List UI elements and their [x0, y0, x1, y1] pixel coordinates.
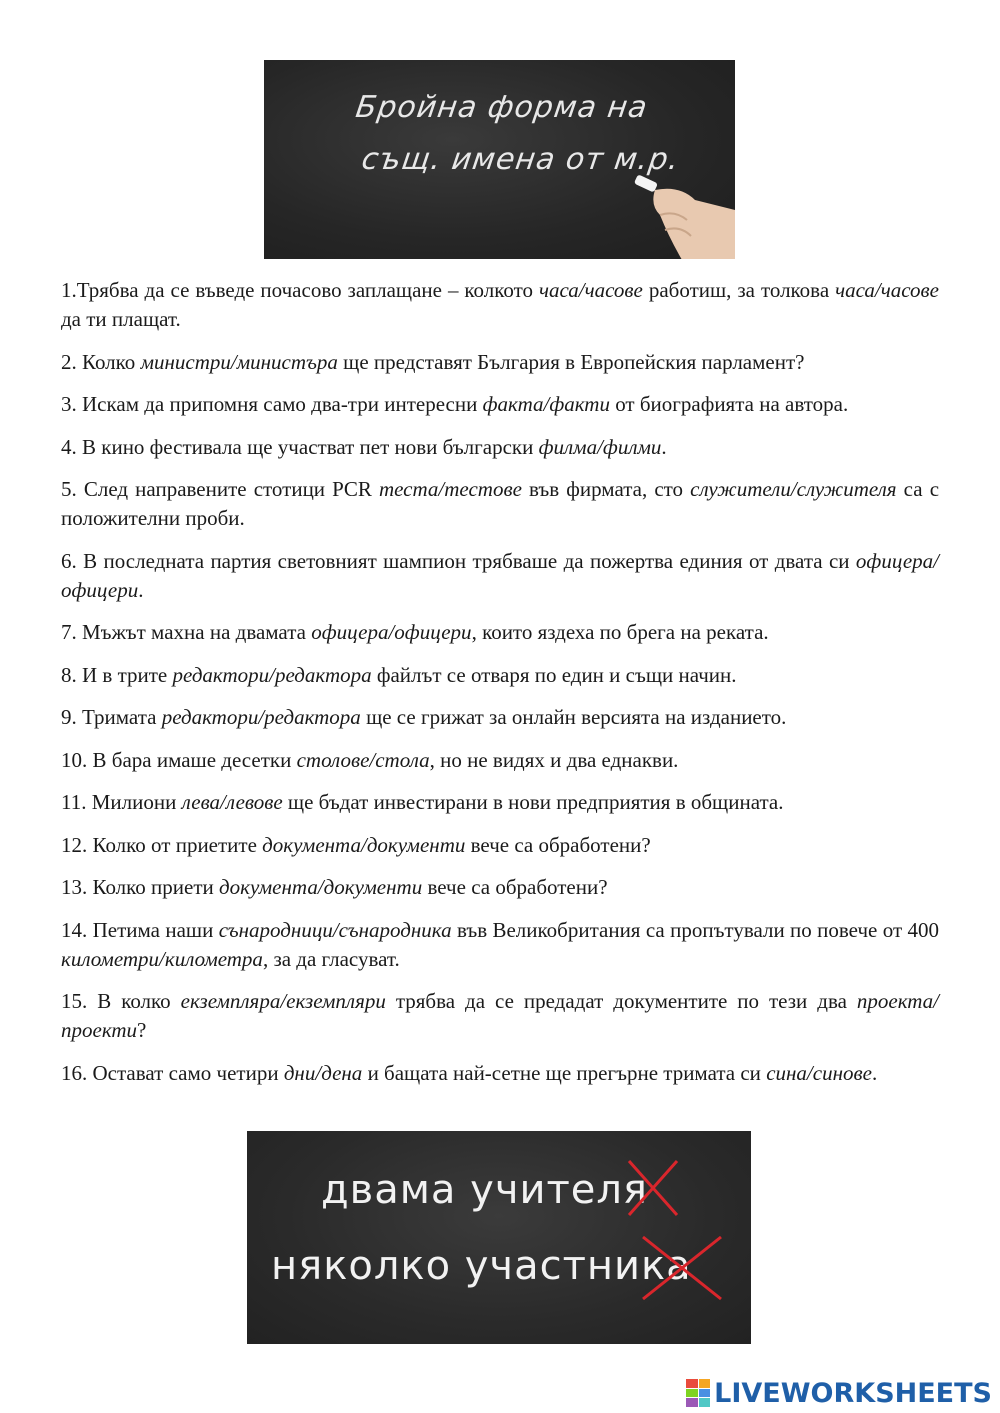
- exercise-text: вече са обработени?: [465, 832, 651, 857]
- red-cross-mark-1: [625, 1157, 681, 1219]
- exercise-text: работиш, за толкова: [642, 278, 836, 302]
- exercise-item: [61, 276, 939, 334]
- answer-option[interactable]: филма/филми: [538, 434, 662, 459]
- exercise-text: 3. Искам да припомня само два-три интересни: [61, 392, 483, 416]
- exercise-item: [61, 1059, 939, 1088]
- answer-option[interactable]: часа/часове: [538, 278, 643, 302]
- exercise-item: [61, 348, 939, 377]
- exercise-item: [61, 831, 939, 860]
- answer-option[interactable]: сънародници/сънародника: [218, 917, 452, 942]
- exercise-text: да ти плащат.: [61, 307, 181, 331]
- exercise-text: 5. След направените стотици PCR: [61, 477, 379, 501]
- exercise-item: [61, 475, 939, 533]
- exercise-text: , но не видях и два еднакви.: [429, 747, 679, 772]
- hand-with-chalk-icon: [625, 170, 735, 259]
- answer-option[interactable]: офицера/офицери: [311, 620, 472, 644]
- logo-square: [699, 1389, 711, 1398]
- exercise-text: 2. Колко: [61, 349, 141, 374]
- logo-square: [686, 1398, 698, 1407]
- exercise-text: и бащата най-сетне ще прегърне тримата си: [362, 1060, 767, 1085]
- exercise-text: 7. Мъжът махна на двамата: [61, 620, 312, 644]
- red-cross-mark-2: [637, 1231, 727, 1305]
- exercise-text: във фирмата, сто: [521, 477, 691, 501]
- answer-option[interactable]: документа/документи: [219, 875, 423, 899]
- exercise-list: [61, 276, 939, 1101]
- answer-option[interactable]: редактори/редактора: [172, 662, 372, 687]
- exercise-text: 11. Милиони: [61, 790, 182, 814]
- exercise-text: 1.Трябва да се въведе почасово заплащане – колкото: [61, 278, 539, 302]
- answer-option[interactable]: сина/синове: [766, 1060, 872, 1085]
- liveworksheets-logo-icon: [686, 1379, 710, 1407]
- exercise-text: трябва да се предадат документите по тези два: [385, 989, 857, 1013]
- exercise-text: ще бъдат инвестирани в нови предприятия в общината.: [282, 790, 784, 814]
- header-title-line2: същ. имена от м.р.: [359, 142, 682, 177]
- header-title-line1: Бройна форма на: [353, 90, 651, 125]
- answer-option[interactable]: редактори/редактора: [161, 705, 361, 729]
- header-chalkboard-image: [264, 60, 735, 259]
- answer-option[interactable]: факта/факти: [482, 392, 610, 416]
- exercise-item: [61, 916, 939, 974]
- answer-option[interactable]: теста/тестове: [378, 477, 522, 501]
- exercise-item: [61, 618, 939, 647]
- liveworksheets-brand-text: LIVEWORKSHEETS: [714, 1377, 992, 1409]
- exercise-item: [61, 390, 939, 419]
- exercise-item: [61, 703, 939, 732]
- exercise-text: .: [138, 577, 144, 602]
- exercise-text: във Великобритания са пропътували по повече от 400: [451, 917, 939, 942]
- footer-board-line2: няколко участника: [271, 1243, 692, 1289]
- answer-option[interactable]: столове/стола: [296, 747, 430, 772]
- exercise-text: ?: [137, 1018, 147, 1042]
- answer-option[interactable]: часа/часове: [835, 278, 939, 302]
- exercise-text: , за да гласуват.: [262, 946, 400, 971]
- logo-square: [699, 1379, 711, 1388]
- exercise-text: 15. В колко: [61, 989, 181, 1013]
- exercise-text: ще се грижат за онлайн версията на изданието.: [360, 705, 787, 729]
- exercise-item: [61, 788, 939, 817]
- exercise-text: 4. В кино фестивала ще участват пет нови български: [61, 434, 539, 459]
- answer-option[interactable]: лева/левове: [181, 790, 283, 814]
- exercise-item: [61, 433, 939, 462]
- exercise-text: 9. Тримата: [61, 705, 162, 729]
- exercise-text: ще представят България в Европейския парламент?: [337, 349, 805, 374]
- logo-square: [699, 1398, 711, 1407]
- exercise-text: .: [661, 434, 667, 459]
- exercise-text: 8. И в трите: [61, 662, 173, 687]
- answer-option[interactable]: документа/документи: [262, 832, 466, 857]
- answer-option[interactable]: дни/дена: [283, 1060, 363, 1085]
- logo-square: [686, 1379, 698, 1388]
- exercise-item: [61, 987, 939, 1045]
- answer-option[interactable]: километри/километра: [61, 946, 263, 971]
- footer-board-line1: двама учителя: [321, 1167, 648, 1213]
- answer-option[interactable]: офицера/офицери: [61, 548, 939, 602]
- exercise-text: от биографията на автора.: [609, 392, 849, 416]
- footer-chalkboard-image: [247, 1131, 751, 1344]
- exercise-text: , които яздеха по брега на реката.: [471, 620, 769, 644]
- exercise-text: вече са обработени?: [422, 875, 608, 899]
- liveworksheets-logo[interactable]: [686, 1376, 992, 1410]
- exercise-text: файлът се отваря по един и същи начин.: [371, 662, 737, 687]
- exercise-item: [61, 547, 939, 605]
- answer-option[interactable]: служители/служителя: [690, 477, 897, 501]
- exercise-text: 14. Петима наши: [61, 917, 219, 942]
- exercise-text: 13. Колко приети: [61, 875, 220, 899]
- exercise-text: 6. В последната партия световният шампион трябваше да пожертва единия от двата си: [61, 548, 856, 573]
- exercise-item: [61, 746, 939, 775]
- answer-option[interactable]: министри/министъра: [140, 349, 338, 374]
- exercise-item: [61, 873, 939, 902]
- exercise-item: [61, 661, 939, 690]
- answer-option[interactable]: проекта/проекти: [61, 989, 939, 1042]
- answer-option[interactable]: екземпляра/екземпляри: [180, 989, 386, 1013]
- exercise-text: 10. В бара имаше десетки: [61, 747, 297, 772]
- exercise-text: 12. Колко от приетите: [61, 832, 263, 857]
- exercise-text: .: [871, 1060, 878, 1085]
- exercise-text: 16. Остават само четири: [61, 1060, 284, 1085]
- exercise-text: са с положителни проби.: [61, 477, 940, 530]
- logo-square: [686, 1389, 698, 1398]
